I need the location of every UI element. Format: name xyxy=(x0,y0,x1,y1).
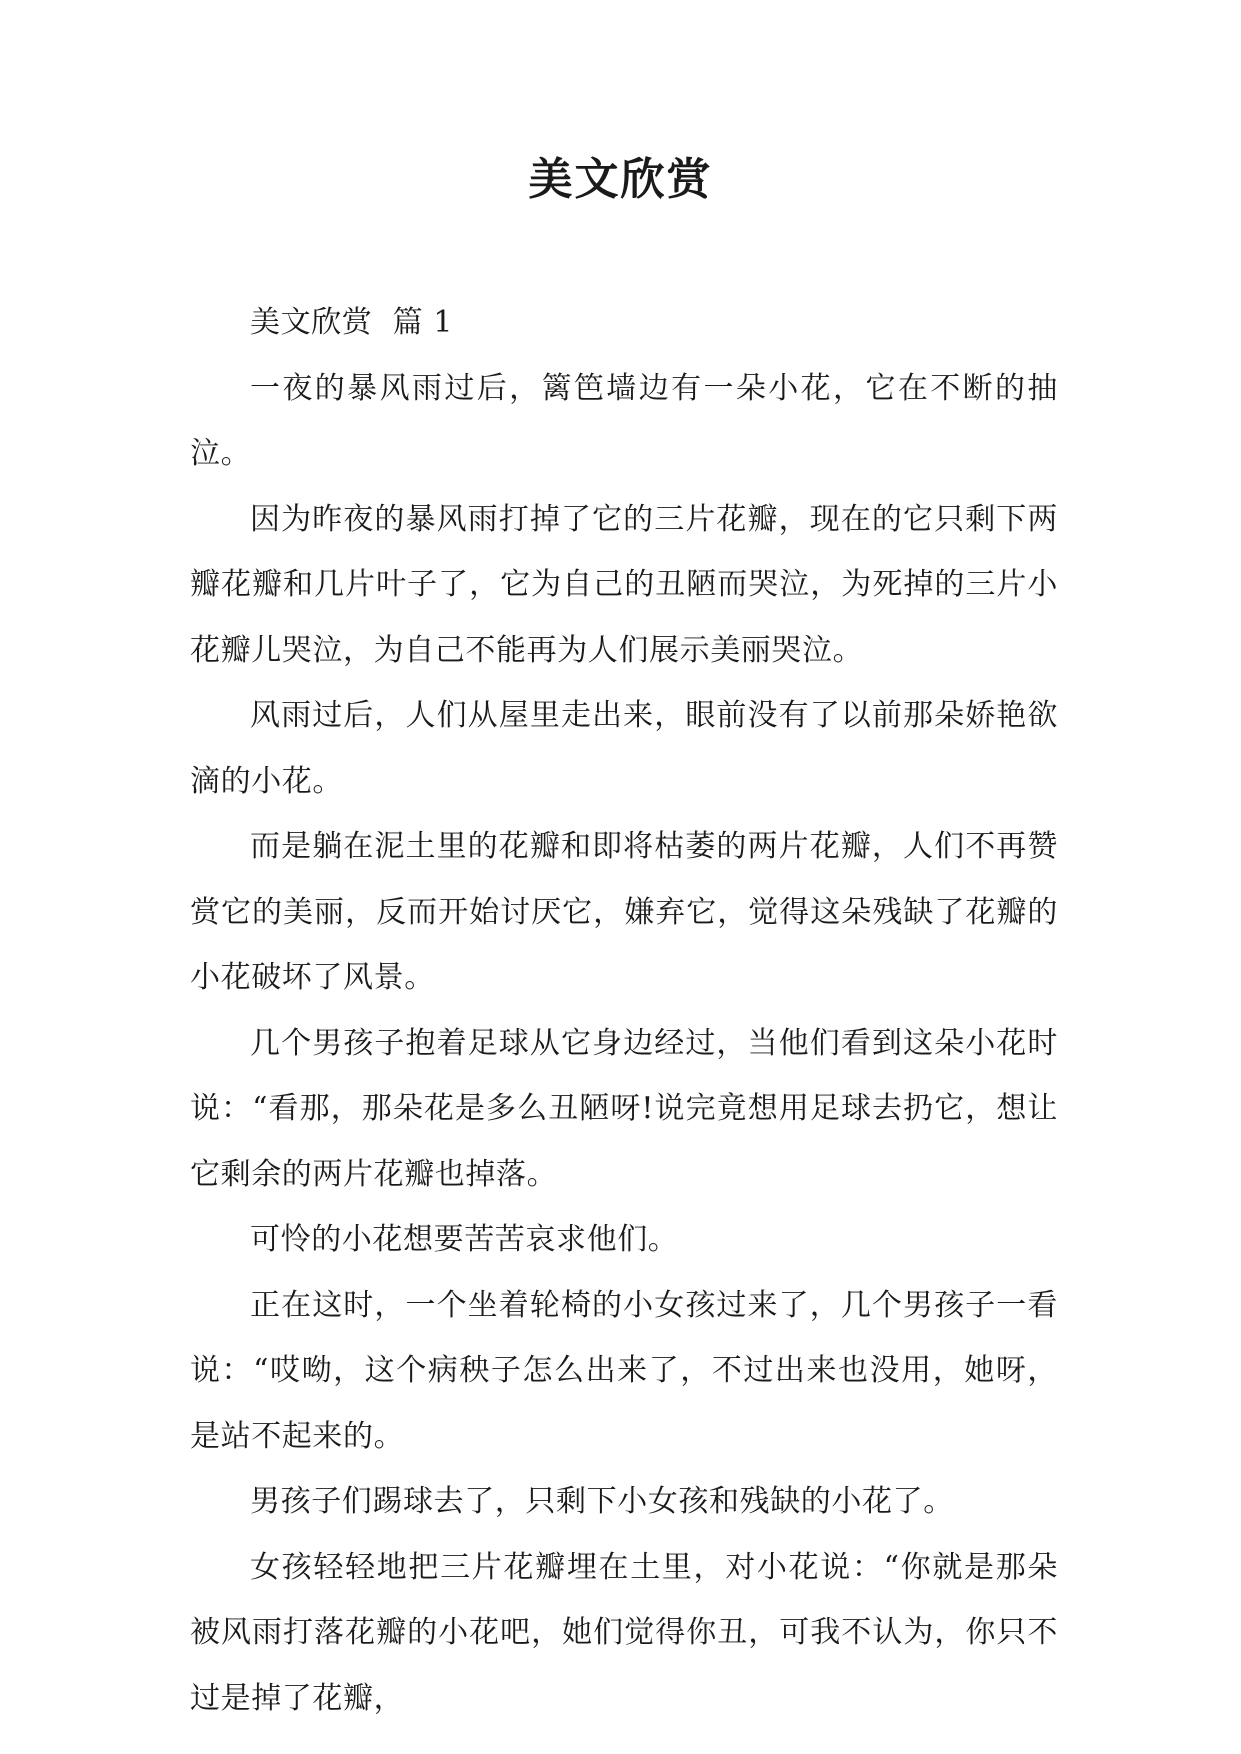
section-heading: 美文欣赏 篇 1 xyxy=(250,305,454,340)
document-title: 美文欣赏 xyxy=(528,154,713,205)
paragraph: 女孩轻轻地把三片花瓣埋在土里，对小花说：“你就是那朵被风雨打落花瓣的小花吧，她们觉得你丑，可我不认为，你只不过是掉了花瓣， xyxy=(190,1549,1058,1716)
paragraph: 几个男孩子抱着足球从它身边经过，当他们看到这朵小花时说：“看那，那朵花是多么丑陋呀!说完竟想用足球去扔它，想让它剩余的两片花瓣也掉落。 xyxy=(190,1025,1058,1192)
paragraph: 一夜的暴风雨过后，篱笆墙边有一朵小花，它在不断的抽泣。 xyxy=(190,370,1058,471)
paragraph: 男孩子们踢球去了，只剩下小女孩和残缺的小花了。 xyxy=(250,1484,954,1519)
document-body xyxy=(190,290,1058,1731)
paragraph: 正在这时，一个坐着轮椅的小女孩过来了，几个男孩子一看说：“哎呦，这个病秧子怎么出来了，不过出来也没用，她呀，是站不起来的。 xyxy=(190,1287,1058,1454)
paragraph: 而是躺在泥土里的花瓣和即将枯萎的两片花瓣，人们不再赞赏它的美丽，反而开始讨厌它，嫌弃它，觉得这朵残缺了花瓣的小花破坏了风景。 xyxy=(190,829,1058,995)
paragraph: 可怜的小花想要苦苦哀求他们。 xyxy=(250,1222,679,1257)
paragraph: 风雨过后，人们从屋里走出来，眼前没有了以前那朵娇艳欲滴的小花。 xyxy=(190,698,1058,799)
paragraph: 因为昨夜的暴风雨打掉了它的三片花瓣，现在的它只剩下两瓣花瓣和几片叶子了，它为自己的丑陋而哭泣，为死掉的三片小花瓣儿哭泣，为自己不能再为人们展示美丽哭泣。 xyxy=(190,501,1058,668)
